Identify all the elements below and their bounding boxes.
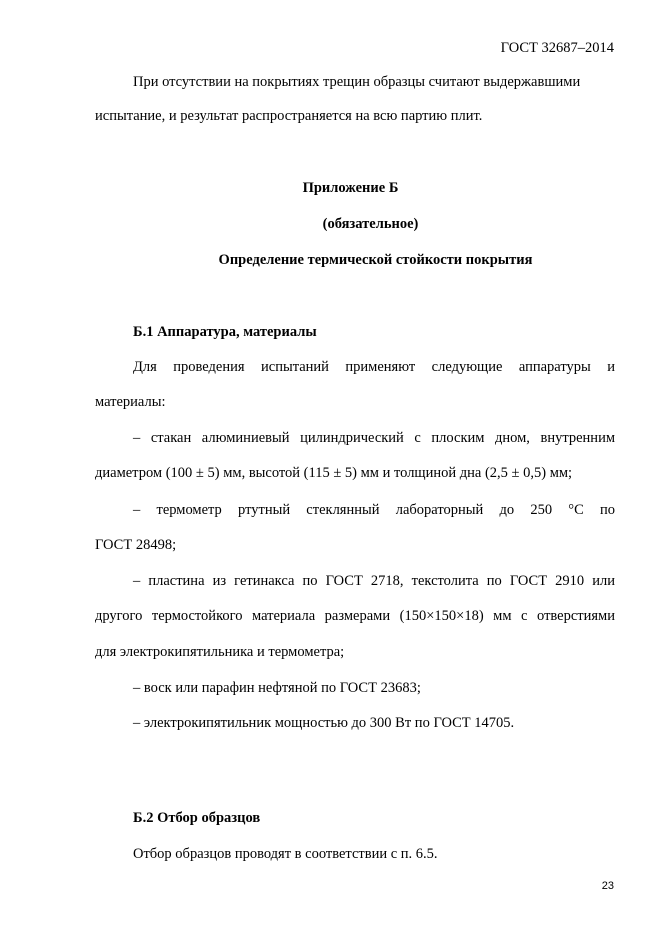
list-item-line: – воск или парафин нефтяной по ГОСТ 23683; xyxy=(133,680,421,696)
appendix-heading: Определение термической стойкости покрытия xyxy=(218,252,533,268)
intro-text-line: испытание, и результат распространяется на всю партию плит. xyxy=(95,108,483,124)
intro-text-line: При отсутствии на покрытиях трещин образцы считают выдержавшими xyxy=(133,74,581,90)
list-item-line: – термометр ртутный стеклянный лабораторный до 250 °С по xyxy=(133,502,615,518)
section-heading-b1: Б.1 Аппаратура, материалы xyxy=(133,324,317,340)
list-item-line: – пластина из гетинакса по ГОСТ 2718, текстолита по ГОСТ 2910 или xyxy=(133,573,615,589)
paragraph-line: материалы: xyxy=(95,394,166,410)
page-number: 23 xyxy=(601,880,614,892)
paragraph-line: Отбор образцов проводят в соответствии с п. 6.5. xyxy=(133,846,438,862)
list-item-line: для электрокипятильника и термометра; xyxy=(95,644,345,660)
document-header-id: ГОСТ 32687–2014 xyxy=(500,40,614,56)
section-heading-b2: Б.2 Отбор образцов xyxy=(133,810,261,826)
list-item-line: ГОСТ 28498; xyxy=(95,537,177,553)
list-item-line: – электрокипятильник мощностью до 300 Вт по ГОСТ 14705. xyxy=(133,715,515,731)
appendix-status: (обязательное) xyxy=(322,216,419,232)
list-item-line: диаметром (100 ± 5) мм, высотой (115 ± 5) мм и толщиной дна (2,5 ± 0,5) мм; xyxy=(95,465,573,481)
paragraph-line: Для проведения испытаний применяют следующие аппаратуры и xyxy=(133,359,615,375)
list-item-line: – стакан алюминиевый цилиндрический с плоским дном, внутренним xyxy=(133,430,615,446)
appendix-title: Приложение Б xyxy=(302,180,399,196)
list-item-line: другого термостойкого материала размерами (150×150×18) мм с отверстиями xyxy=(95,608,615,624)
